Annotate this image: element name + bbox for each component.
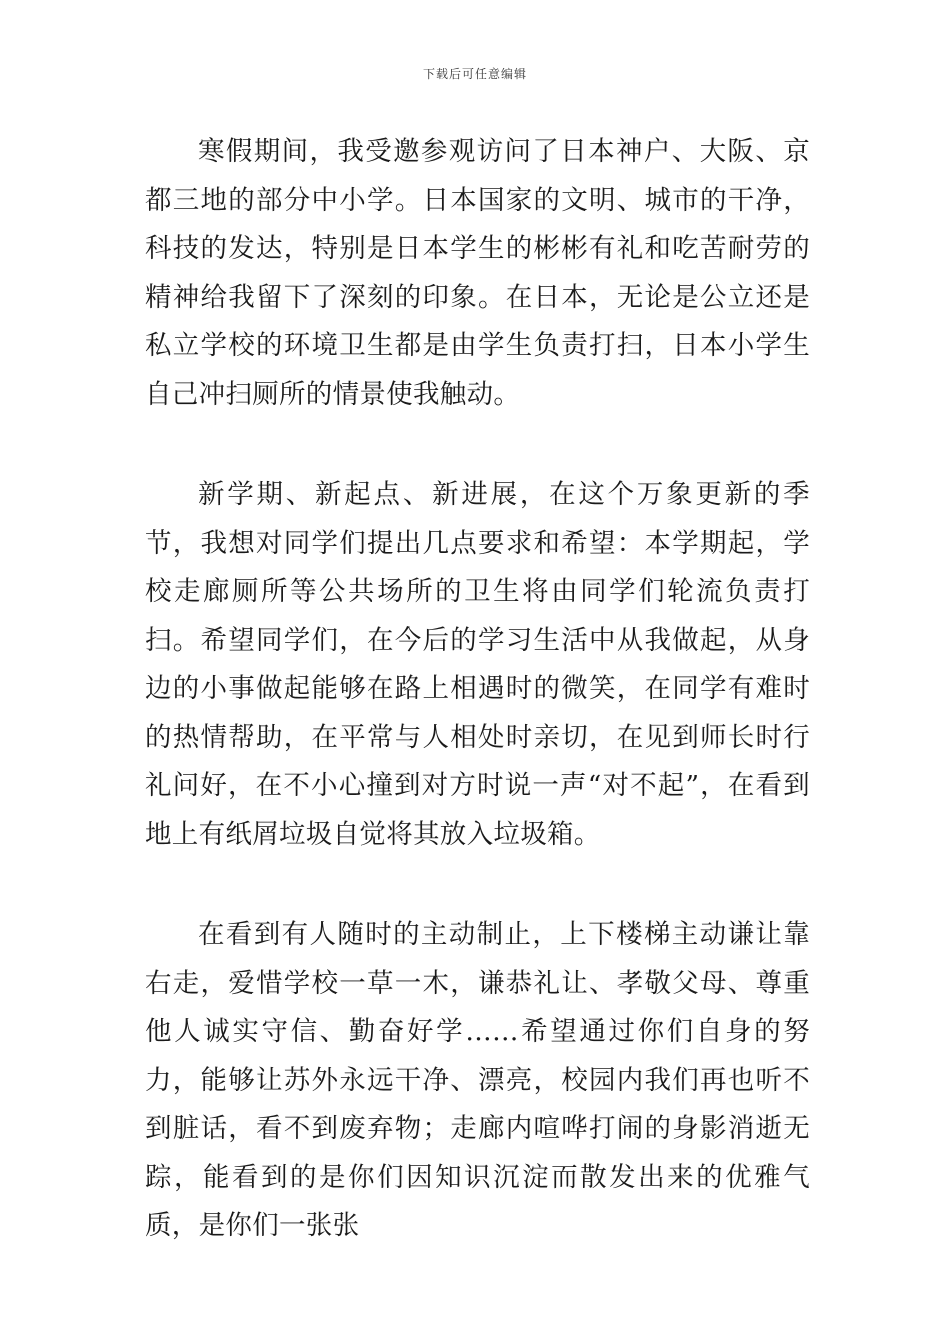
page-header-note: 下载后可任意编辑 bbox=[422, 67, 527, 81]
paragraph-3: 在看到有人随时的主动制止，上下楼梯主动谦让靠右走，爱惜学校一草一木，谦恭礼让、孝敬父母、尊重他人诚实守信、勤奋好学……希望通过你们自身的努力，能够让苏外永远干净、漂亮，校园内我们再也听不到脏话，看不到废弃物；走廊内喧哗打闹的身影消逝无踪，能看到的是你们因知识沉淀而散发出来的优雅气质，是你们一张张 bbox=[145, 919, 810, 1241]
paragraph-1: 寒假期间，我受邀参观访问了日本神户、大阪、京都三地的部分中小学。日本国家的文明、城市的干净，科技的发达，特别是日本学生的彬彬有礼和吃苦耐劳的精神给我留下了深刻的印象。在日本，无论是公立还是私立学校的环境卫生都是由学生负责打扫，日本小学生自己冲扫厕所的情景使我触动。 bbox=[145, 136, 810, 410]
document-body bbox=[145, 128, 810, 1251]
paragraph-2: 新学期、新起点、新进展，在这个万象更新的季节，我想对同学们提出几点要求和希望：本学期起，学校走廊厕所等公共场所的卫生将由同学们轮流负责打扫。希望同学们，在今后的学习生活中从我做起，从身边的小事做起能够在路上相遇时的微笑，在同学有难时的热情帮助，在平常与人相处时亲切，在见到师长时行礼问好，在不小心撞到对方时说一声“对不起”，在看到地上有纸屑垃圾自觉将其放入垃圾箱。 bbox=[145, 479, 810, 850]
